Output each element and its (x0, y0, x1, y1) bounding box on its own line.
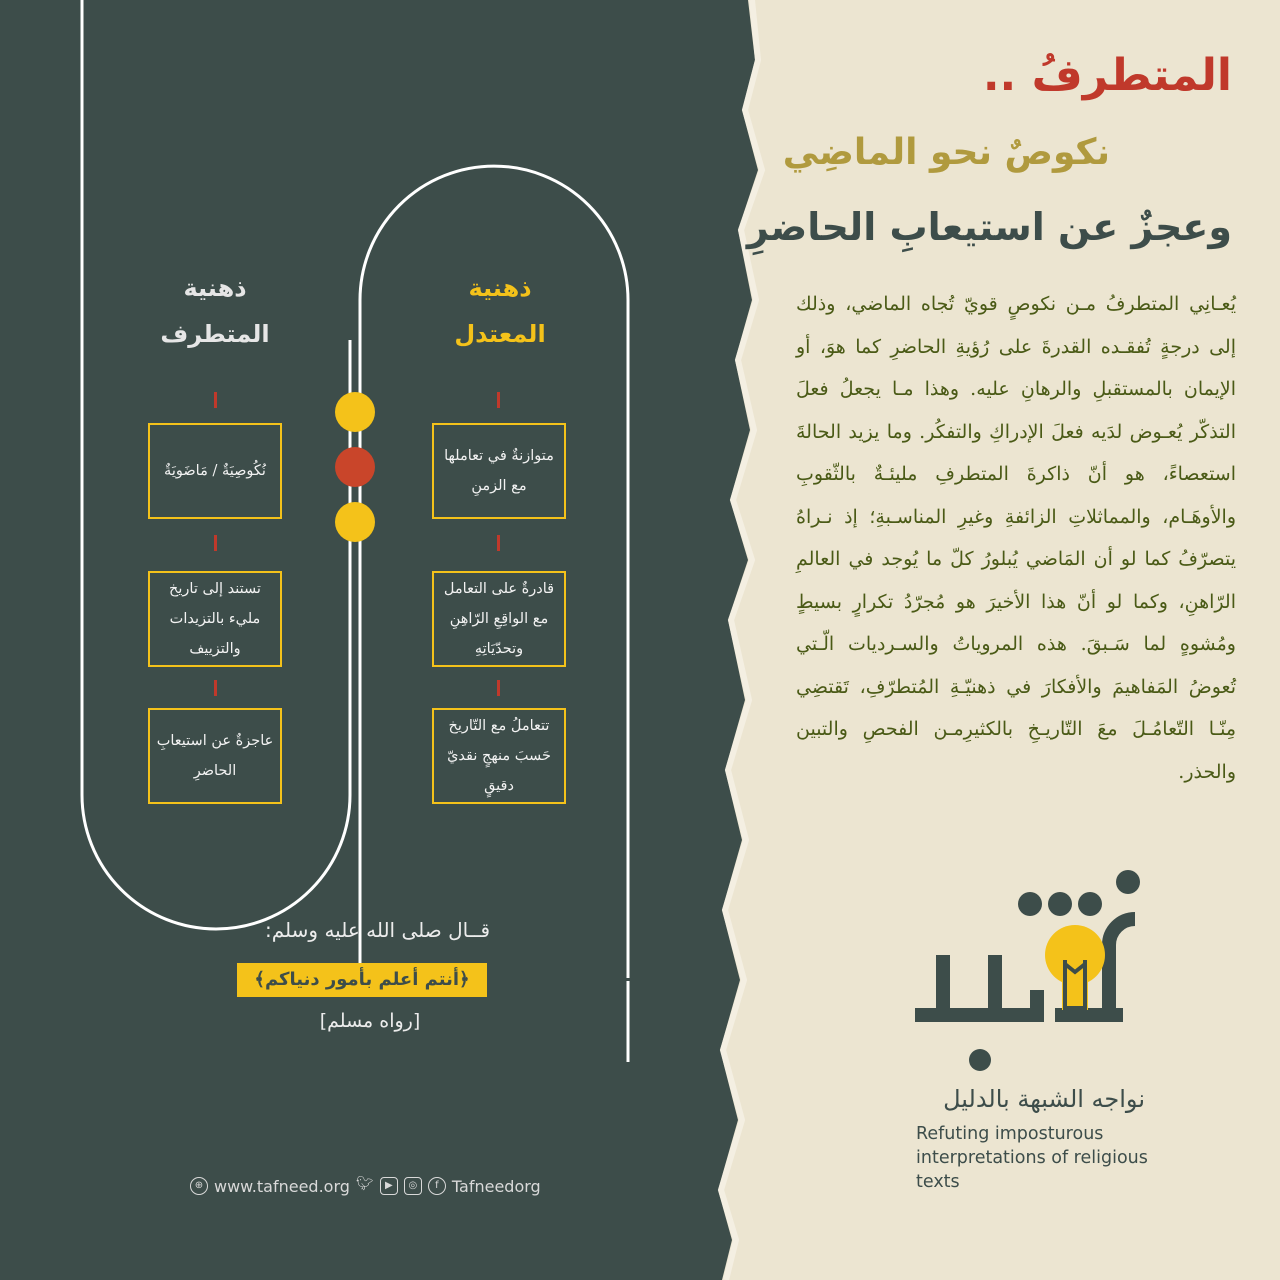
twitter-icon[interactable]: 🐦︎ (356, 1176, 374, 1192)
connector-tick (497, 392, 500, 408)
page-title: المتطرفُ .. (982, 50, 1232, 101)
moderate-heading (400, 265, 600, 357)
lightbulb-logo-icon (905, 860, 1155, 1080)
social-handle[interactable]: Tafneedorg (451, 1176, 541, 1196)
traffic-light-yellow-bottom (335, 502, 375, 542)
instagram-icon[interactable]: ◎ (404, 1177, 422, 1195)
body-paragraph: يُعـانِي المتطرفُ مـن نكوصٍ قويّ تُجاه الماضي، وذلك إلى درجةٍ تُفقـده القدرةَ على رُؤيةِ الحاضرِ كما هوَ، أو الإيمان بالمستقبلِ والرهانِ عليه. وهذا مـا يجعلُ فعلَ التذكّر يُعـوض لدَيه فعلَ الإدراكِ والتفكُر. وما يزيد الحالةَ استعصاءً، هو أنّ ذاكرةَ المتطرفِ مليئـةٌ بالثّقوبِ والأوهَـام، والمماثلاتِ الزائفةِ وغيرِ المناسـبةِ؛ إذ نـراهُ يتصرّفُ كما لو أن المَاضي يُبلورُ كلّ ما يُوجد في العالمِ الرّاهنِ، وكما لو أنّ هذا الأخيرَ هو مُجرّدُ تكرارٍ بسيطٍ ومُشوهٍ لما سَـبقَ. هذه المروياتُ والسـرديات الّـتي تُعوضُ المَفاهيمَ والأفكارَ في ذهنيّـةِ المُتطرّفِ، تَقتضِي مِنّـا التّعامُـلَ معَ التّاريـخِ بالكثيرِمـن الفحصِ والتبين والحذر. (796, 293, 1236, 783)
logo-tagline-arabic: نواجه الشبهة بالدليل (943, 1085, 1145, 1113)
connector-tick (214, 535, 217, 551)
website-link[interactable]: www.tafneed.org (214, 1176, 350, 1196)
connector-tick (497, 680, 500, 696)
moderate-box-2: قادرةٌ على التعامل مع الواقِعِ الرّاهِنِ وتحدّيَاتِهِ (432, 571, 566, 667)
facebook-icon[interactable]: f (428, 1177, 446, 1195)
traffic-light-yellow-top (335, 392, 375, 432)
globe-icon[interactable]: ⊕ (190, 1177, 208, 1195)
footer-contact (190, 1172, 590, 1200)
extremist-box-3: عاجزةٌ عن استيعابِ الحاضرِ (148, 708, 282, 804)
subtitle-past: نكوصٌ نحو الماضِي (782, 132, 1110, 173)
connector-tick (497, 535, 500, 551)
moderate-heading-line1: ذهنية (468, 274, 532, 302)
moderate-box-1: متوازنةٌ في تعاملها مع الزمنِ (432, 423, 566, 519)
hadith-intro: قــال صلى الله عليه وسلم: (265, 918, 490, 942)
extremist-heading-line1: ذهنية (183, 274, 247, 302)
extremist-box-2: تستند إلى تاريخ مليء بالتزيدات والتزييف (148, 571, 282, 667)
logo-tagline-english: Refuting imposturous interpretations of religious texts (916, 1124, 1148, 1192)
extremist-heading (115, 265, 315, 357)
connector-tick (214, 392, 217, 408)
youtube-icon[interactable]: ▶ (380, 1177, 398, 1195)
traffic-light-red (335, 447, 375, 487)
moderate-heading-line2: المعتدل (454, 320, 546, 348)
extremist-heading-line2: المتطرف (160, 320, 270, 348)
extremist-box-1: نُكُوصِيَةٌ / مَاضَويَةٌ (148, 423, 282, 519)
moderate-box-3: تتعاملُ مع التّاريخ حَسبَ منهجٍ نقديّ دقيقٍ (432, 708, 566, 804)
subtitle-present: وعجزٌ عن استيعابِ الحاضرِ (746, 205, 1232, 249)
connector-tick (214, 680, 217, 696)
hadith-quote: ﴿أنتم أعلم بأمور دنياكم﴾ (237, 963, 487, 997)
hadith-source: [رواه مسلم] (319, 1010, 421, 1032)
